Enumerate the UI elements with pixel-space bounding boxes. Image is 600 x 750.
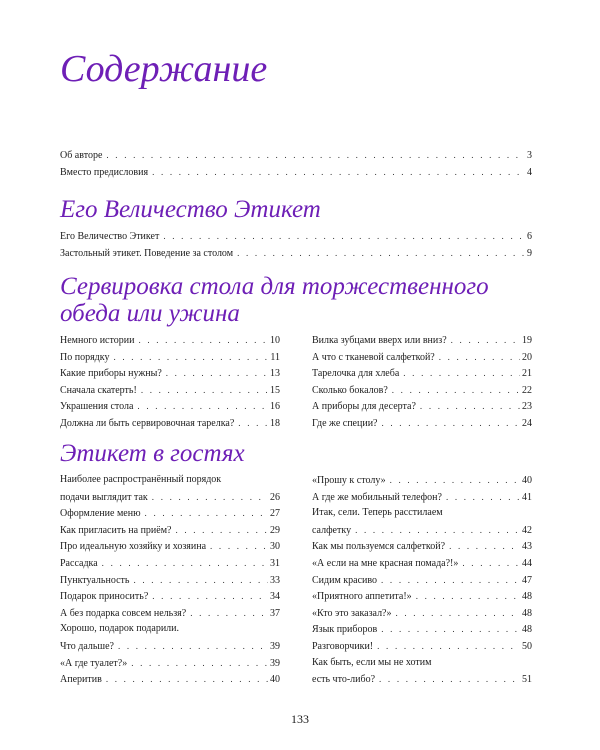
toc-entry-page: 37 [270, 607, 280, 619]
toc-leader-dots [186, 605, 268, 622]
toc-entry-title: Об авторе [60, 150, 103, 161]
toc-entry-page: 39 [270, 657, 280, 669]
toc-leader-dots [133, 398, 268, 415]
toc-leader-dots [109, 349, 268, 366]
toc-etiquette-list [60, 228, 532, 261]
section-heading-line: обеда или ужина [60, 300, 240, 327]
toc-leader-dots [412, 588, 520, 605]
toc-entry [312, 555, 532, 572]
toc-entry [60, 332, 280, 349]
toc-entry [312, 505, 532, 522]
toc-entry-title: Как пригласить на приём? [60, 524, 172, 536]
toc-entry-title: Где же специи? [312, 417, 378, 429]
toc-entry-title: есть что-либо? [312, 674, 376, 686]
toc-entry [60, 638, 280, 655]
toc-entry-page: 23 [522, 401, 532, 413]
toc-leader-dots [162, 365, 268, 382]
toc-entry-title: «Кто это заказал?» [312, 607, 392, 619]
toc-entry-page: 50 [522, 640, 532, 652]
toc-entry [60, 415, 280, 432]
toc-leader-dots [458, 555, 520, 572]
toc-leader-dots [373, 638, 520, 655]
toc-entry-page: 48 [522, 607, 532, 619]
toc-visiting-right [312, 472, 532, 688]
toc-entry-title: Тарелочка для хлеба [312, 368, 400, 380]
toc-leader-dots [114, 638, 268, 655]
toc-entry [60, 489, 280, 506]
toc-entry-page: 21 [522, 368, 532, 380]
toc-entry-title: «А если на мне красная помада?!» [312, 557, 459, 569]
toc-leader-dots [445, 538, 520, 555]
toc-entry-page: 30 [270, 541, 280, 553]
toc-entry-title: «Прошу к столу» [312, 475, 386, 486]
toc-entry [60, 671, 280, 688]
toc-entry-title: Немного истории [60, 335, 135, 346]
toc-entry-title: Разговорчики! [312, 640, 374, 652]
toc-entry-page: 24 [522, 417, 532, 429]
toc-entry-title: А приборы для десерта? [312, 401, 416, 413]
toc-leader-dots [377, 621, 520, 638]
toc-leader-dots [102, 671, 268, 688]
toc-leader-dots [102, 147, 525, 164]
toc-entry-title: Сначала скатерть! [60, 384, 137, 396]
toc-entry-title: Украшения стола [60, 401, 134, 413]
toc-entry-title: Как мы пользуемся салфеткой? [312, 541, 446, 553]
toc-entry-page: 11 [270, 351, 280, 363]
toc-entry-page: 43 [522, 541, 532, 553]
toc-entry [312, 382, 532, 399]
toc-entry [60, 398, 280, 415]
toc-leader-dots [127, 655, 268, 672]
toc-entry [312, 588, 532, 605]
toc-leader-dots [392, 605, 521, 622]
toc-leader-dots [98, 555, 268, 572]
toc-leader-dots [435, 349, 520, 366]
section-heading-table-setting [60, 273, 489, 327]
toc-entry-title: Вместо предисловия [60, 166, 149, 178]
toc-entry-page: 26 [270, 491, 280, 503]
toc-entry [312, 489, 532, 506]
toc-entry-page: 33 [270, 574, 280, 586]
section-heading-etiquette: Его Величество Этикет [60, 196, 321, 223]
toc-entry-page: 40 [270, 674, 280, 686]
toc-entry [60, 555, 280, 572]
toc-leader-dots [351, 522, 520, 539]
toc-entry [312, 365, 532, 382]
toc-leader-dots [386, 472, 520, 489]
toc-entry [312, 522, 532, 539]
toc-entry [312, 349, 532, 366]
toc-entry-page: 48 [522, 624, 532, 636]
toc-entry-title: Какие приборы нужны? [60, 368, 162, 380]
toc-entry [312, 415, 532, 432]
toc-leader-dots [442, 489, 520, 506]
toc-leader-dots [233, 245, 525, 262]
toc-entry [60, 365, 280, 382]
toc-entry [60, 572, 280, 589]
toc-entry-page: 34 [270, 591, 280, 603]
toc-entry-page: 39 [270, 640, 280, 652]
toc-entry-page: 13 [270, 368, 280, 380]
toc-entry [60, 505, 280, 522]
toc-entry [60, 245, 532, 262]
toc-entry-page: 18 [270, 417, 280, 429]
toc-leader-dots [206, 538, 268, 555]
toc-leader-dots [134, 332, 268, 349]
toc-visiting-left [60, 472, 280, 688]
toc-leader-dots [375, 671, 520, 688]
toc-entry [60, 228, 532, 245]
toc-entry-page: 16 [270, 401, 280, 413]
toc-entry-title: Сколько бокалов? [312, 384, 388, 396]
toc-entry [312, 572, 532, 589]
toc-entry-title: Хорошо, подарок подарили. [60, 623, 180, 635]
toc-entry [312, 472, 532, 489]
toc-entry-page: 51 [522, 674, 532, 686]
toc-entry-title: Язык приборов [312, 624, 378, 636]
toc-entry [312, 638, 532, 655]
toc-entry-title: Рассадка [60, 557, 98, 569]
toc-entry [312, 538, 532, 555]
toc-entry-title: Должна ли быть сервировочная тарелка? [60, 417, 235, 429]
toc-leader-dots [378, 415, 521, 432]
toc-leader-dots [129, 572, 268, 589]
page-title: Содержание [60, 48, 268, 90]
toc-entry-title: Его Величество Этикет [60, 231, 160, 242]
toc-entry-page: 44 [522, 557, 532, 569]
toc-leader-dots [159, 228, 525, 245]
toc-table-setting-left [60, 332, 280, 432]
toc-entry-page: 20 [522, 351, 532, 363]
toc-entry-page: 42 [522, 524, 532, 536]
toc-intro-list [60, 147, 532, 180]
toc-entry-title: подачи выглядит так [60, 491, 148, 503]
toc-entry [312, 332, 532, 349]
toc-leader-dots [377, 572, 520, 589]
toc-entry-title: «А где туалет?» [60, 657, 128, 669]
toc-entry-title: Про идеальную хозяйку и хозяина [60, 541, 207, 553]
toc-entry-title: Вилка зубцами вверх или вниз? [312, 335, 447, 346]
toc-entry [60, 164, 532, 181]
toc-entry-title: Оформление меню [60, 508, 141, 520]
toc-leader-dots [148, 164, 525, 181]
section-heading-line: Сервировка стола для торжественного [60, 273, 489, 300]
toc-entry [60, 621, 280, 638]
toc-entry-title: Подарок приносить? [60, 591, 149, 603]
toc-entry-page: 9 [527, 247, 532, 259]
toc-leader-dots [234, 415, 268, 432]
toc-entry-page: 10 [270, 335, 280, 346]
toc-entry-page: 27 [270, 508, 280, 520]
toc-entry-title: А где же мобильный телефон? [312, 491, 442, 503]
toc-entry-title: салфетку [312, 524, 352, 536]
toc-entry-page: 22 [522, 384, 532, 396]
toc-entry [60, 472, 280, 489]
toc-leader-dots [171, 522, 268, 539]
toc-entry-page: 29 [270, 524, 280, 536]
toc-entry-title: Что дальше? [60, 640, 114, 652]
toc-entry [60, 147, 532, 164]
toc-entry [60, 522, 280, 539]
section-heading-visiting: Этикет в гостях [60, 440, 245, 467]
toc-leader-dots [141, 505, 268, 522]
toc-entry-page: 19 [522, 335, 532, 346]
toc-entry-title: Пунктуальность [60, 574, 130, 586]
toc-entry-title: Сидим красиво [312, 574, 378, 586]
toc-leader-dots [388, 382, 520, 399]
toc-entry [60, 349, 280, 366]
toc-entry-page: 6 [527, 231, 532, 242]
toc-entry [312, 398, 532, 415]
toc-entry-title: А без подарка совсем нельзя? [60, 607, 187, 619]
toc-entry-title: Как быть, если мы не хотим [312, 656, 432, 668]
toc-entry-title: По порядку [60, 351, 110, 363]
toc-entry [60, 605, 280, 622]
page-number: 133 [291, 712, 309, 726]
toc-table-setting-right [312, 332, 532, 432]
toc-leader-dots [447, 332, 520, 349]
toc-entry [60, 382, 280, 399]
toc-entry [60, 655, 280, 672]
toc-entry-page: 47 [522, 574, 532, 586]
toc-leader-dots [399, 365, 520, 382]
toc-entry-page: 41 [522, 491, 532, 503]
toc-entry-title: Застольный этикет. Поведение за столом [60, 247, 234, 259]
toc-entry [312, 671, 532, 688]
toc-leader-dots [137, 382, 268, 399]
toc-leader-dots [148, 588, 268, 605]
toc-entry-title: Аперитив [60, 674, 102, 686]
toc-entry [60, 538, 280, 555]
toc-entry-page: 3 [527, 150, 532, 161]
toc-entry-title: А что с тканевой салфеткой? [312, 351, 435, 363]
toc-entry-page: 15 [270, 384, 280, 396]
toc-entry-page: 40 [522, 475, 532, 486]
toc-entry [60, 588, 280, 605]
toc-entry-title: «Приятного аппетита!» [312, 591, 412, 603]
toc-entry-page: 31 [270, 557, 280, 569]
toc-entry-title: Наиболее распространённый порядок [60, 474, 222, 485]
toc-entry [312, 655, 532, 672]
toc-entry-page: 48 [522, 591, 532, 603]
toc-entry [312, 621, 532, 638]
toc-entry [312, 605, 532, 622]
toc-entry-page: 4 [527, 166, 532, 178]
toc-leader-dots [416, 398, 520, 415]
toc-leader-dots [148, 489, 268, 506]
toc-entry-title: Итак, сели. Теперь расстилаем [312, 507, 443, 519]
